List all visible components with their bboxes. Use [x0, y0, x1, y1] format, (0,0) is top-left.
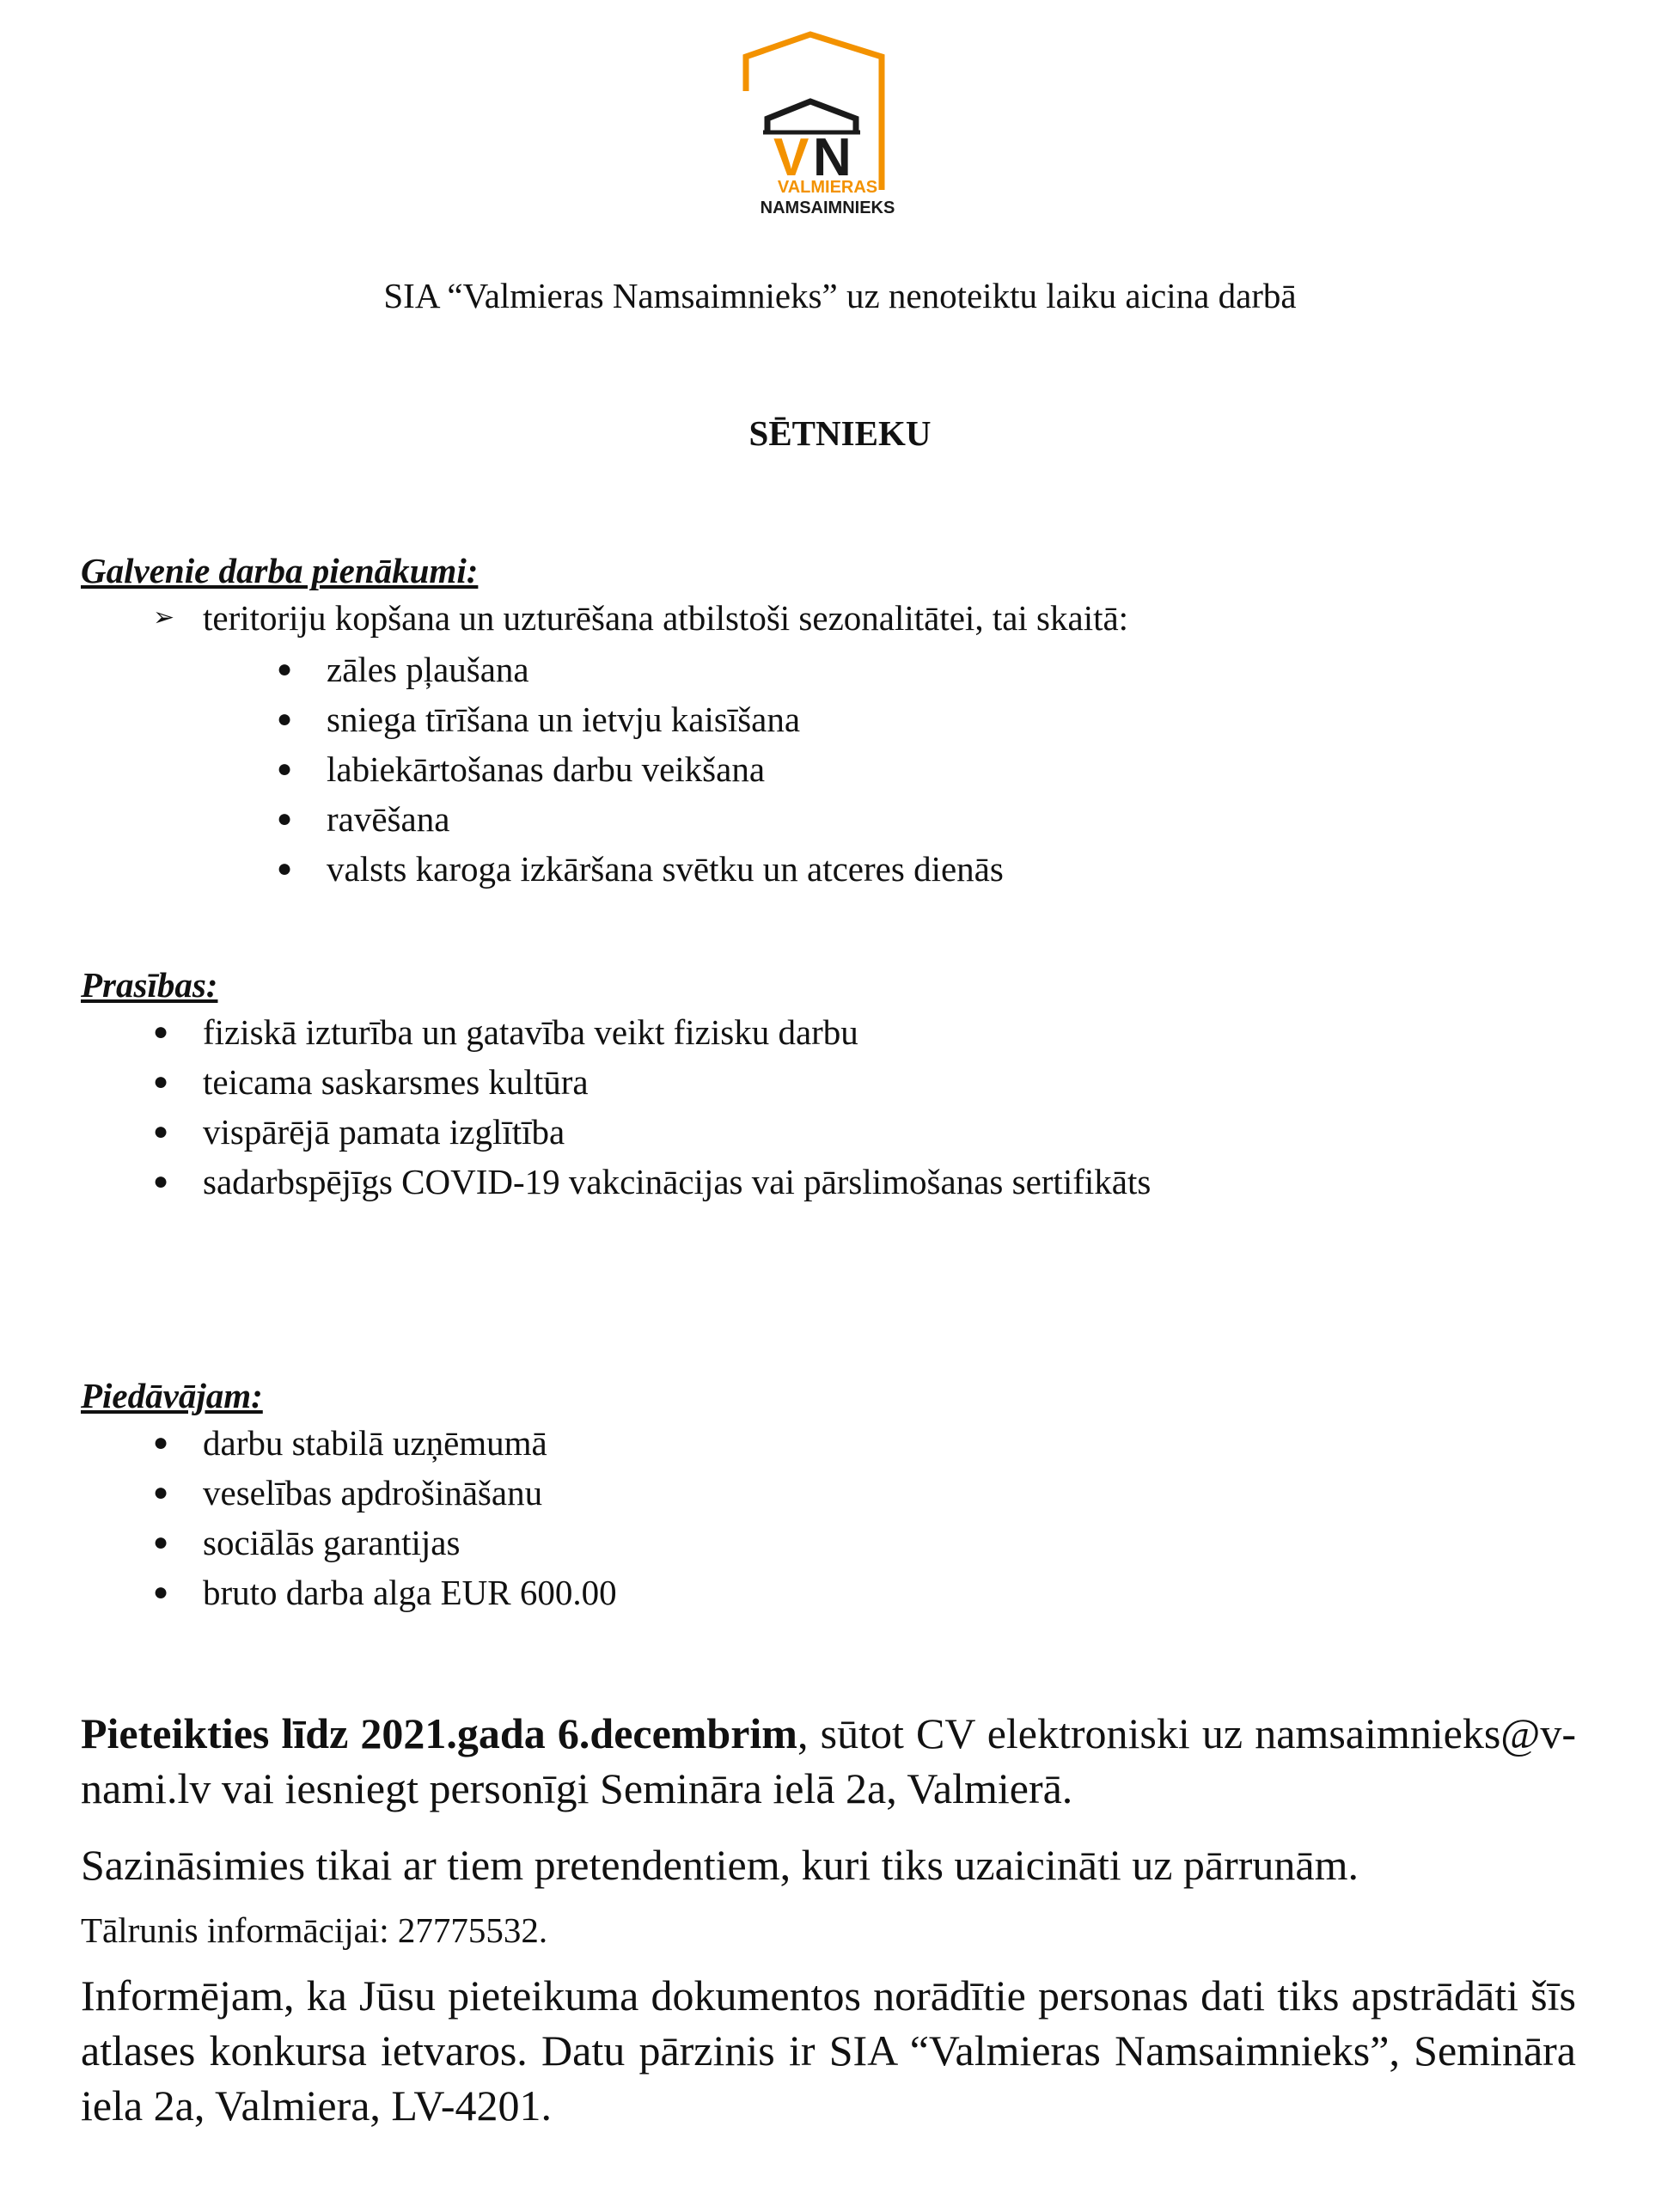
logo-letter-v: V [773, 128, 809, 187]
bullet-icon: ● [153, 1478, 169, 1506]
application-details: , sūtot CV elektroniski uz namsaimnieks@v-nami.lv vai iesniegt personīgi Semināra ielā 2a, Valmierā. [81, 1709, 1576, 1812]
bullet-icon: ● [153, 1528, 169, 1556]
position-title: SĒTNIEKU [748, 413, 932, 453]
requirement-item: vispārējā pamata izglītība [203, 1112, 565, 1152]
duty-main-text: teritoriju kopšana un uzturēšana atbilstoši sezonalitātei, tai skaitā: [203, 598, 1129, 638]
application-instructions [81, 1706, 1576, 1816]
duty-item: labiekārtošanas darbu veikšana [327, 749, 766, 789]
offer-item: veselības apdrošināšanu [203, 1473, 543, 1512]
duties-heading: Galvenie darba pienākumi: [81, 551, 479, 590]
phone-info: Tālrunis informācijai: 27775532. [81, 1910, 548, 1950]
logo-letter-n: N [813, 128, 852, 187]
list-item [153, 1468, 617, 1518]
offer-heading: Piedāvājam: [81, 1376, 263, 1415]
bullet-icon: ● [277, 655, 293, 683]
bullet-icon: ● [153, 1167, 169, 1195]
arrow-bullet-icon: ➢ [153, 603, 175, 632]
application-deadline: Pieteikties līdz 2021.gada 6.decembrim [81, 1709, 797, 1757]
valmieras-namsaimnieks-logo [737, 31, 918, 222]
bullet-icon: ● [153, 1428, 169, 1457]
bullet-icon: ● [277, 854, 293, 883]
bullet-icon: ● [277, 705, 293, 733]
list-item [153, 1157, 1152, 1207]
bullet-icon: ● [153, 1578, 169, 1606]
list-item [153, 1007, 1151, 1057]
list-item [277, 645, 1004, 694]
bullet-icon: ● [153, 1018, 169, 1046]
offer-item: darbu stabilā uzņēmumā [203, 1423, 547, 1463]
list-item [153, 593, 1129, 643]
requirement-item: teicama saskarsmes kultūra [203, 1062, 589, 1102]
list-item [153, 1568, 617, 1617]
list-item [277, 844, 1004, 894]
requirement-item: fiziskā izturība un gatavība veikt fizisku darbu [203, 1012, 858, 1052]
list-item [153, 1518, 617, 1568]
bullet-icon: ● [153, 1117, 169, 1146]
duties-main-list [153, 593, 1129, 643]
duty-item: sniega tīrīšana un ietvju kaisīšana [327, 700, 801, 739]
list-item [153, 1107, 1151, 1157]
bullet-icon: ● [277, 804, 293, 833]
logo-text-valmieras: VALMIERAS [777, 178, 878, 197]
duty-item: valsts karoga izkāršana svētku un atceres dienās [327, 849, 1004, 889]
requirements-list [153, 1007, 1152, 1207]
offer-item: bruto darba alga EUR 600.00 [203, 1573, 617, 1612]
contact-note: Sazināsimies tikai ar tiem pretendentiem, kuri tiks uzaicināti uz pārrunām. [81, 1841, 1359, 1889]
duties-sub-list [277, 645, 1004, 894]
privacy-notice: Informējam, ka Jūsu pieteikuma dokumentos norādītie personas dati tiks apstrādāti šīs atlases konkursa ietvaros. Datu pārzinis ir SIA “Valmieras Namsaimnieks”, Semināra iela 2a, Valmiera, LV-4201. [81, 1971, 1576, 2130]
duty-item: zāles pļaušana [327, 650, 529, 689]
bullet-icon: ● [153, 1067, 169, 1096]
list-item [277, 794, 1004, 844]
list-item [277, 744, 1004, 794]
bullet-icon: ● [277, 755, 293, 783]
requirement-item: sadarbspējīgs COVID-19 vakcinācijas vai pārslimošanas sertifikāts [203, 1162, 1152, 1201]
logo-text-namsaimnieks: NAMSAIMNIEKS [760, 199, 895, 217]
offer-item: sociālās garantijas [203, 1523, 461, 1562]
list-item [153, 1057, 1151, 1107]
duty-item: ravēšana [327, 799, 450, 839]
requirements-heading: Prasības: [81, 965, 218, 1005]
offer-list [153, 1418, 617, 1617]
list-item [277, 694, 1004, 744]
list-item [153, 1418, 617, 1468]
intro-text: SIA “Valmieras Namsaimnieks” uz nenoteiktu laiku aicina darbā [383, 276, 1297, 315]
